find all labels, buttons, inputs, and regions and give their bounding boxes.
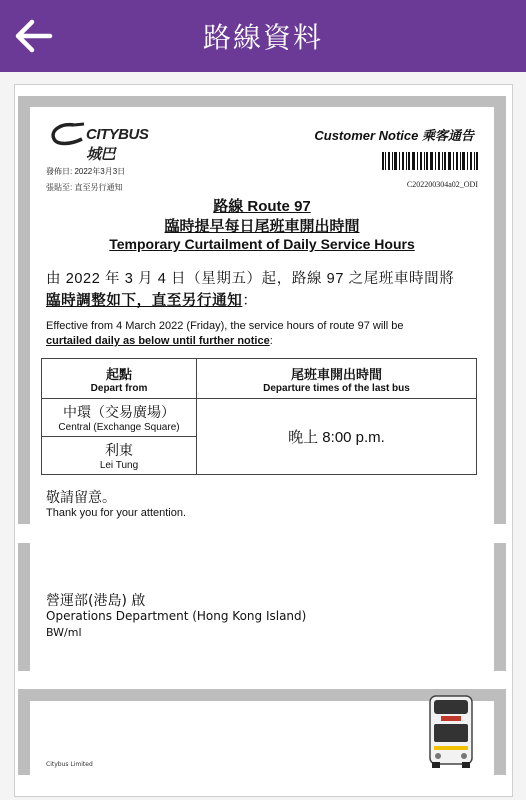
frame-bar-right-lower [494, 689, 506, 775]
body-en-text: Effective from 4 March 2022 (Friday), the service hours of route 97 will be [46, 320, 404, 332]
col-departure-time-en: Departure times of the last bus [263, 382, 410, 394]
double-decker-bus-icon [428, 694, 474, 770]
company-name: Citybus Limited [46, 761, 93, 768]
stop-cell [42, 437, 197, 475]
page-title: 路線資料 [202, 21, 323, 54]
body-zh-emphasis: 臨時調整如下，直至另行通知 [46, 293, 243, 309]
last-bus-time: 晚上 8:00 p.m. [197, 399, 477, 475]
body-en-emphasis: curtailed daily as below until further notice [46, 335, 270, 347]
notice-title-zh: 臨時提早每日尾班車開出時間 [164, 218, 360, 235]
notice-document [30, 107, 494, 521]
stop-cell [42, 399, 197, 437]
notice-title-en: Temporary Curtailment of Daily Service Hours [109, 236, 415, 252]
frame-bar-right-middle [494, 543, 506, 671]
department-en: Operations Department (Hong Kong Island) [46, 609, 307, 623]
col-departure-time [197, 359, 477, 399]
frame-bar-left-middle [18, 543, 30, 671]
barcode-icon [382, 152, 478, 176]
thanks-zh: 敬請留意。 [46, 489, 116, 505]
stop-name-en: Central (Exchange Square) [58, 422, 180, 433]
app-bar [0, 0, 526, 72]
department-zh: 營運部(港島) 啟 [46, 593, 146, 609]
stop-name-en: Lei Tung [99, 460, 139, 471]
reference-code: C202200304a02_ODI [406, 180, 478, 189]
issue-date: 發佈日: 2022年3月3日 [46, 167, 126, 176]
col-depart-from-zh: 起點 [105, 366, 132, 382]
notice-body-zh [46, 268, 486, 312]
body-zh-colon: ： [242, 293, 258, 309]
citybus-swoosh-icon [48, 121, 88, 147]
frame-bar-left-lower [18, 689, 30, 775]
body-zh-text: 由 2022 年 3 月 4 日（星期五）起，路線 97 之尾班車時間將 [46, 271, 455, 287]
col-depart-from [42, 359, 197, 399]
logo-text: CITYBUS 城巴 [86, 126, 149, 163]
frame-bar-right-upper [494, 96, 506, 524]
citybus-logo [48, 119, 149, 163]
stop-name-zh: 中環（交易廣場） [63, 404, 175, 420]
last-bus-table [41, 358, 477, 475]
department-code: BW/ml [46, 626, 82, 639]
notice-body-en [46, 319, 486, 349]
col-departure-time-zh: 尾班車開出時間 [290, 366, 382, 382]
posting-period: 張貼至: 直至另行通知 [46, 183, 123, 192]
thanks-en: Thank you for your attention. [46, 507, 187, 519]
col-depart-from-en: Depart from [90, 382, 148, 394]
route-title: 路線 Route 97 [213, 198, 311, 215]
customer-notice-header: Customer Notice 乘客通告 [314, 128, 474, 143]
frame-bar-left-upper [18, 96, 30, 524]
stop-name-zh: 利東 [105, 442, 133, 458]
body-en-colon: : [269, 335, 273, 347]
table-row [42, 399, 477, 437]
